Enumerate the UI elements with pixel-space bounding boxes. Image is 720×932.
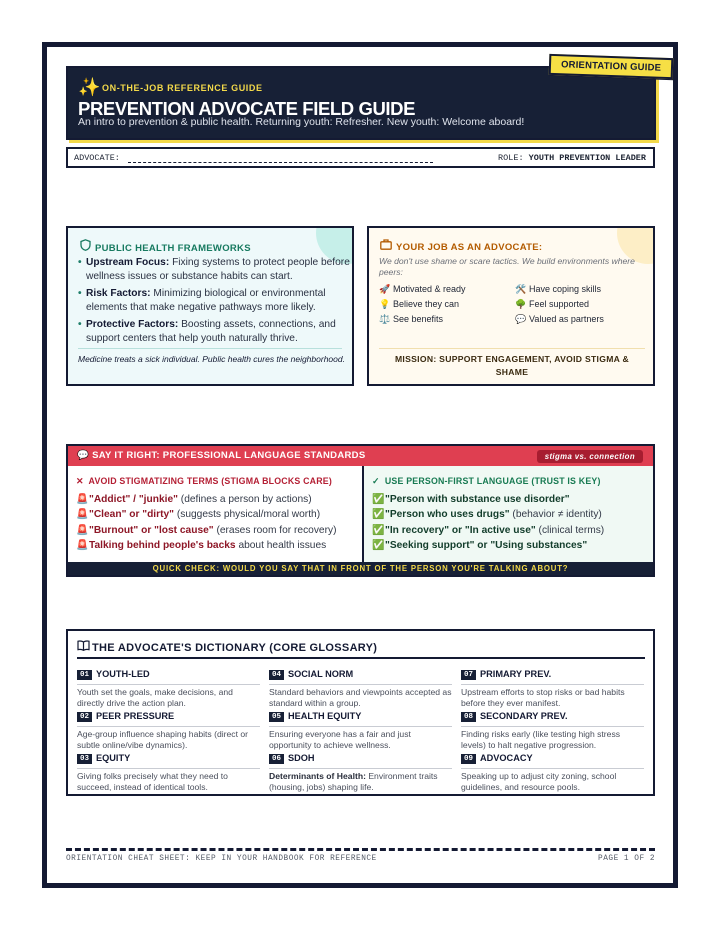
term-name: PEER PRESSURE [96, 711, 175, 721]
trait-item [379, 284, 519, 295]
glossary-term [461, 748, 644, 794]
avoid-term: "Burnout" or "lost cause" [89, 524, 214, 536]
use-item [372, 523, 657, 538]
term-definition: Determinants of Health: Environment traits (housing, jobs) shaping life. [269, 771, 438, 793]
term-number: 02 [77, 712, 92, 722]
stop-icon: 🚨 [76, 494, 89, 505]
advocate-name-field[interactable] [128, 162, 433, 163]
job-intro: We don't use shame or scare tactics. We build environments where peers: [379, 256, 635, 277]
term-name: SDOH [288, 753, 315, 763]
frameworks-quote: Medicine treats a sick individual. Public health cures the neighborhood. [78, 354, 345, 364]
glossary-term [461, 664, 644, 710]
trait-label: Have coping skills [529, 284, 602, 294]
term-number: 09 [461, 754, 476, 764]
framework-item: • Upstream Focus: Fixing systems to protect people before wellness issues or substance habits can start. [78, 257, 350, 282]
avoid-term: "Addict" / "junkie" [89, 494, 178, 505]
advocate-id-bar [66, 147, 655, 168]
framework-text: Boosting assets, connections, and support centers that help youth naturally thrive. [86, 319, 336, 344]
trait-item [515, 314, 655, 325]
avoid-column [68, 466, 362, 562]
cross-icon: ✕ [76, 476, 84, 486]
framework-text: Minimizing biological or environmental elements that make negative pathways more likely. [86, 288, 326, 313]
frameworks-heading [78, 239, 251, 254]
avoid-item [76, 507, 361, 522]
checkmark-icon: ✓ [372, 476, 380, 486]
shield-icon [78, 239, 92, 254]
term-name: HEALTH EQUITY [288, 711, 362, 721]
use-term: "Seeking support" or "Using substances" [385, 539, 588, 551]
term-definition: Ensuring everyone has a fair and just opportunity to achieve wellness. [269, 729, 411, 751]
glossary-term [77, 748, 260, 794]
glossary-heading [77, 640, 377, 654]
term-name: SECONDARY PREV. [480, 711, 568, 721]
orientation-badge: ORIENTATION GUIDE [549, 54, 674, 79]
term-number: 07 [461, 670, 476, 680]
term-number: 08 [461, 712, 476, 722]
trait-label: See benefits [393, 314, 444, 324]
use-item [372, 538, 657, 553]
avoid-note: about health issues [238, 539, 327, 551]
open-book-icon [77, 640, 92, 654]
green-check-icon: ✅ [372, 524, 385, 536]
use-item [372, 492, 657, 507]
green-check-icon: ✅ [372, 494, 385, 505]
job-card [367, 226, 655, 386]
stop-icon: 🚨 [76, 509, 89, 521]
divider [77, 657, 645, 659]
framework-item: • Risk Factors: Minimizing biological or environmental elements that make negative pathways more likely. [78, 288, 326, 313]
avoid-item [76, 492, 361, 507]
chat-icon: 💬 [77, 450, 90, 461]
use-list [372, 492, 657, 553]
avoid-note: (erases room for recovery) [216, 524, 337, 536]
avoid-heading [76, 476, 332, 487]
use-column [362, 466, 653, 562]
term-number: 05 [269, 712, 284, 722]
avoid-term: "Clean" or "dirty" [89, 509, 174, 521]
trait-label: Valued as partners [529, 314, 604, 324]
role-value: YOUTH PREVENTION LEADER [528, 153, 646, 163]
header-banner [66, 66, 656, 140]
glossary-term [269, 748, 452, 794]
glossary-term [269, 706, 452, 752]
rocket-icon: 🚀 [379, 284, 391, 294]
use-note: (clinical terms) [538, 524, 605, 536]
term-definition: Giving folks precisely what they need to succeed, instead of identical tools. [77, 771, 228, 793]
avoid-note: (defines a person by actions) [180, 494, 312, 505]
job-heading [379, 239, 542, 253]
term-definition: Finding risks early (like testing high stress levels) to halt negative progression. [461, 729, 621, 751]
term-name: ADVOCACY [480, 753, 533, 763]
divider [379, 348, 645, 349]
glossary-term [77, 706, 260, 752]
framework-item: • Protective Factors: Boosting assets, connections, and support centers that help youth naturally thrive. [78, 319, 336, 344]
role-label: ROLE: [498, 153, 524, 163]
trait-item [379, 314, 519, 325]
language-header [68, 446, 653, 466]
term-definition: Upstream efforts to stop risks or bad habits before they ever manifest. [461, 687, 625, 709]
glossary-panel [66, 629, 655, 796]
trait-label: Believe they can [393, 299, 460, 309]
framework-text: Fixing systems to protect people before wellness issues or substance habits can start. [86, 257, 350, 282]
use-term: "Person with substance use disorder" [385, 494, 570, 505]
page-subtitle: An intro to prevention & public health. Returning youth: Refresher. New youth: Welcome aboard! [78, 116, 525, 128]
term-number: 03 [77, 754, 92, 764]
trait-item [379, 299, 519, 310]
framework-term: Protective Factors: [86, 319, 179, 331]
mission-statement: MISSION: SUPPORT ENGAGEMENT, AVOID STIGMA & SHAME [394, 354, 630, 377]
avoid-title: AVOID STIGMATIZING TERMS (STIGMA BLOCKS CARE) [88, 476, 332, 486]
stop-icon: 🚨 [76, 524, 89, 536]
green-check-icon: ✅ [372, 539, 385, 551]
term-name: YOUTH-LED [96, 669, 150, 679]
trait-label: Motivated & ready [393, 284, 466, 294]
use-term: "In recovery" or "In active use" [385, 524, 536, 536]
page-number: PAGE 1 OF 2 [598, 855, 655, 863]
tree-icon: 🌳 [515, 299, 527, 309]
use-item [372, 507, 657, 522]
term-name: SOCIAL NORM [288, 669, 354, 679]
framework-term: Risk Factors: [86, 288, 151, 300]
header-kicker: ON-THE-JOB REFERENCE GUIDE [102, 83, 263, 93]
glossary-term [269, 664, 452, 710]
quick-check-banner: QUICK CHECK: WOULD YOU SAY THAT IN FRONT OF THE PERSON YOU'RE TALKING ABOUT? [68, 562, 653, 575]
avoid-term: Talking behind people's backs [89, 539, 236, 551]
language-title-text: SAY IT RIGHT: PROFESSIONAL LANGUAGE STANDARDS [92, 450, 366, 461]
trait-label: Feel supported [529, 299, 590, 309]
footer-note: ORIENTATION CHEAT SHEET: KEEP IN YOUR HANDBOOK FOR REFERENCE [66, 855, 377, 863]
use-term: "Person who uses drugs" [385, 509, 510, 521]
divider [78, 348, 342, 349]
language-standards-panel [66, 444, 655, 577]
green-check-icon: ✅ [372, 509, 385, 521]
language-tag: stigma vs. connection [537, 450, 643, 463]
glossary-title: THE ADVOCATE'S DICTIONARY (CORE GLOSSARY) [92, 642, 378, 654]
framework-term: Upstream Focus: [86, 257, 170, 268]
term-name: PRIMARY PREV. [480, 669, 552, 679]
avoid-item [76, 538, 361, 553]
trait-item [515, 299, 655, 310]
term-definition: Youth set the goals, make decisions, and directly drive the action plan. [77, 687, 233, 709]
term-number: 04 [269, 670, 284, 680]
term-definition: Speaking up to adjust city zoning, school guidelines, and resource pools. [461, 771, 617, 793]
use-title: USE PERSON-FIRST LANGUAGE (TRUST IS KEY) [384, 476, 601, 486]
term-number: 06 [269, 754, 284, 764]
term-name: EQUITY [96, 753, 131, 763]
term-definition: Age-group influence shaping habits (direct or subtle online/vibe dynamics). [77, 729, 249, 751]
sparkles-icon: ✨ [78, 77, 101, 97]
lightbulb-icon: 💡 [379, 299, 391, 309]
stop-icon: 🚨 [76, 539, 89, 551]
term-definition: Standard behaviors and viewpoints accepted as standard within a group. [269, 687, 452, 709]
footer-divider [66, 848, 655, 851]
tools-icon: 🛠️ [515, 284, 527, 294]
avoid-item [76, 523, 361, 538]
speech-bubble-icon: 💬 [515, 314, 527, 324]
briefcase-icon [379, 239, 393, 253]
avoid-note: (suggests physical/moral worth) [176, 509, 321, 521]
scales-icon: ⚖️ [379, 314, 391, 324]
glossary-term [461, 706, 644, 752]
job-title: YOUR JOB AS AN ADVOCATE: [396, 242, 543, 253]
advocate-label: ADVOCATE: [74, 153, 120, 163]
language-title [77, 450, 365, 461]
frameworks-card [66, 226, 354, 386]
use-heading [372, 476, 601, 487]
role-field [498, 153, 646, 163]
trait-item [515, 284, 655, 295]
avoid-list [76, 492, 361, 553]
term-number: 01 [77, 670, 92, 680]
use-note: (behavior ≠ identity) [512, 509, 602, 521]
frameworks-title: PUBLIC HEALTH FRAMEWORKS [95, 243, 251, 254]
page-title: PREVENTION ADVOCATE FIELD GUIDE [78, 98, 416, 119]
frameworks-list [78, 256, 350, 350]
glossary-term [77, 664, 260, 710]
